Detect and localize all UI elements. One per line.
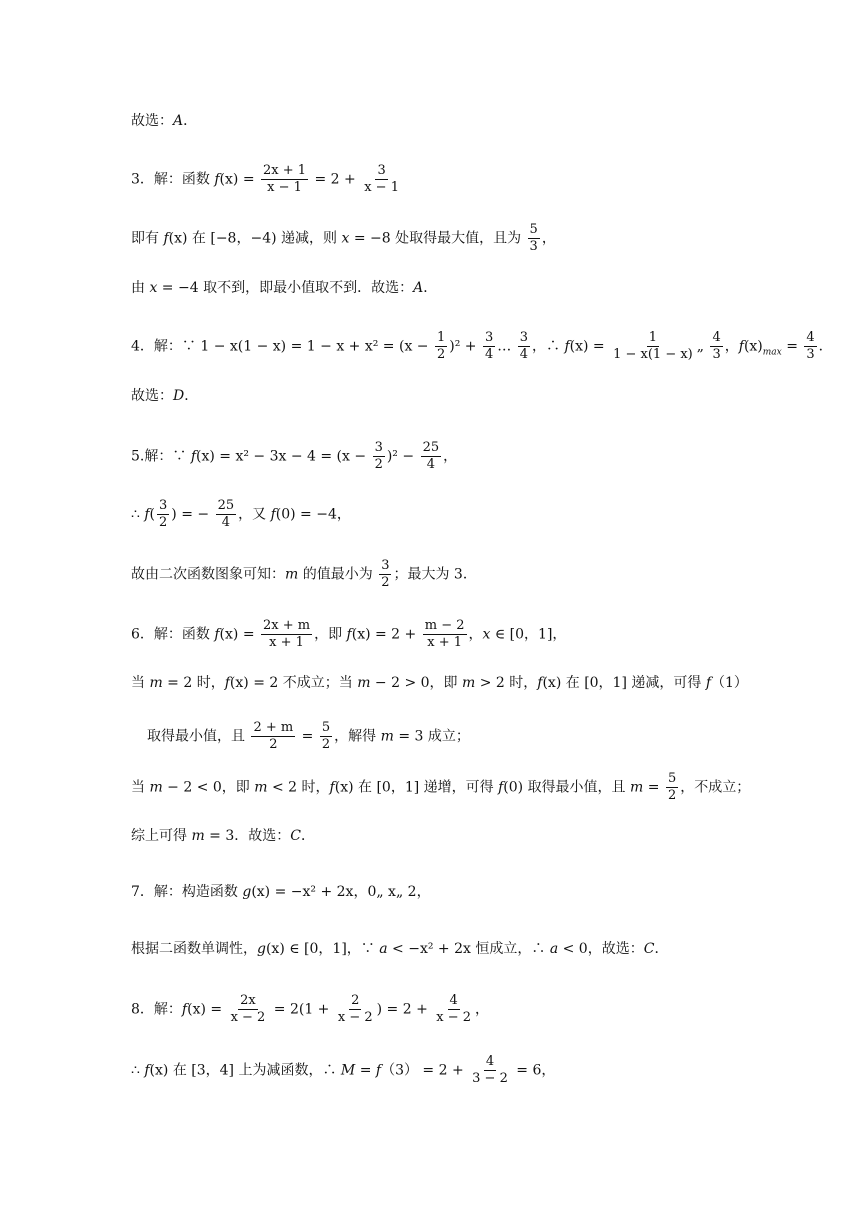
text-run: m bbox=[380, 728, 394, 745]
text-run: ，又 bbox=[238, 506, 271, 523]
fraction bbox=[157, 498, 169, 531]
fraction-denominator: 3 bbox=[529, 239, 538, 254]
text-run: f bbox=[214, 626, 220, 643]
text-run: f bbox=[564, 338, 570, 355]
text-line bbox=[131, 222, 820, 255]
text-run: m bbox=[149, 779, 163, 796]
fraction bbox=[423, 618, 467, 651]
text-run: ， bbox=[475, 1001, 490, 1018]
text-run: x bbox=[341, 230, 350, 247]
text-line bbox=[131, 111, 820, 131]
text-run: = 6， bbox=[511, 1062, 556, 1079]
text-run: f bbox=[537, 675, 543, 691]
fraction-numerator: 25 bbox=[422, 440, 440, 455]
text-run: m bbox=[285, 566, 299, 583]
text-run: ， bbox=[468, 626, 483, 643]
fraction-numerator: 3 bbox=[519, 330, 528, 345]
fraction bbox=[379, 558, 391, 591]
text-run: m bbox=[357, 675, 371, 691]
text-line bbox=[131, 558, 820, 591]
fraction-numerator: 5 bbox=[529, 222, 538, 237]
text-run: m bbox=[191, 828, 205, 844]
text-run: − 2 > 0，即 bbox=[370, 675, 462, 691]
text-run: 取得最小值，且 bbox=[147, 728, 250, 745]
text-run: (x) 在 [0，1] 递减，可得 bbox=[542, 675, 706, 691]
fraction-denominator: x − 1 bbox=[364, 180, 399, 195]
fraction-numerator: 25 bbox=[217, 498, 235, 513]
text-run: a bbox=[379, 941, 388, 957]
fraction-numerator: 2x bbox=[240, 993, 256, 1008]
fraction-numerator: 1 bbox=[436, 330, 446, 345]
fraction bbox=[435, 330, 447, 363]
fraction-denominator: 4 bbox=[519, 347, 528, 362]
fraction bbox=[434, 993, 473, 1026]
fraction-denominator: 2 bbox=[374, 457, 383, 472]
fraction-numerator: 3 bbox=[374, 440, 383, 455]
text-line bbox=[131, 882, 820, 902]
fraction bbox=[261, 163, 308, 196]
text-line bbox=[131, 618, 820, 651]
text-run: (x) = 2 不成立；当 bbox=[229, 675, 358, 691]
text-run: ) = 2 + bbox=[376, 1001, 433, 1018]
fraction-numerator: 5 bbox=[321, 720, 331, 735]
text-run: ， bbox=[724, 338, 739, 355]
fraction bbox=[528, 222, 540, 255]
text-run: ；最大为 3． bbox=[393, 566, 477, 583]
text-run: f bbox=[181, 1001, 188, 1018]
fraction-denominator: x − 2 bbox=[436, 1010, 472, 1025]
text-run: f bbox=[190, 448, 196, 465]
fraction-numerator: 2x + m bbox=[263, 618, 311, 633]
text-run: ，∴ bbox=[532, 338, 565, 355]
fraction bbox=[362, 163, 401, 196]
text-line bbox=[147, 720, 820, 753]
text-run: 故由二次函数图象可知： bbox=[131, 566, 285, 583]
fraction-denominator: 3 bbox=[712, 347, 721, 362]
text-run: f bbox=[270, 506, 276, 523]
fraction bbox=[373, 440, 385, 473]
text-run: (0) = −4， bbox=[275, 506, 351, 523]
text-run: = 2 + bbox=[310, 171, 361, 188]
text-line bbox=[131, 163, 820, 196]
text-run: ∴ bbox=[131, 506, 145, 523]
text-run: x bbox=[482, 626, 491, 643]
fraction-numerator: 3 bbox=[381, 558, 390, 573]
text-run: g bbox=[242, 884, 252, 900]
fraction bbox=[611, 330, 695, 363]
text-run: ， bbox=[443, 448, 458, 465]
fraction bbox=[666, 771, 678, 804]
text-run: 即有 bbox=[131, 230, 164, 247]
fraction-numerator: 3 bbox=[159, 498, 168, 513]
fraction-denominator: x − 2 bbox=[230, 1010, 266, 1025]
text-run: < 0，故选： bbox=[558, 941, 644, 957]
fraction bbox=[483, 330, 495, 363]
text-run: = bbox=[643, 779, 664, 796]
text-run: x bbox=[149, 280, 158, 296]
text-line bbox=[131, 939, 820, 959]
text-line bbox=[131, 386, 820, 406]
fraction bbox=[229, 993, 268, 1026]
text-run: f bbox=[375, 1062, 382, 1079]
text-run: „ bbox=[696, 338, 709, 355]
fraction bbox=[320, 720, 332, 753]
text-run: = 3 成立； bbox=[393, 728, 470, 745]
fraction-denominator: 4 bbox=[221, 515, 230, 530]
text-run: ． bbox=[654, 941, 669, 957]
text-run: 故选： bbox=[131, 388, 173, 404]
fraction bbox=[216, 498, 237, 531]
text-run: < 2 时， bbox=[267, 779, 330, 796]
text-run: )² − bbox=[386, 448, 419, 465]
fraction bbox=[261, 618, 312, 651]
text-run: 的值最小为 bbox=[298, 566, 378, 583]
fraction bbox=[336, 993, 375, 1026]
fraction-denominator: 2 bbox=[321, 737, 331, 752]
text-line bbox=[131, 771, 820, 804]
fraction-numerator: 3 bbox=[484, 330, 494, 345]
text-run: )² + bbox=[449, 338, 481, 355]
fraction-denominator: 2 bbox=[159, 515, 168, 530]
text-run: 3．解：函数 bbox=[131, 171, 215, 188]
text-run: 由 bbox=[131, 280, 150, 296]
text-run: 综上可得 bbox=[131, 828, 192, 844]
fraction-numerator: 1 bbox=[648, 330, 658, 345]
text-line bbox=[131, 330, 833, 363]
text-run: D bbox=[173, 388, 185, 404]
text-run: f bbox=[346, 626, 352, 643]
text-run: m bbox=[462, 675, 476, 691]
text-run: f bbox=[144, 506, 150, 523]
text-run: A bbox=[413, 280, 424, 296]
fraction-denominator: 4 bbox=[484, 347, 494, 362]
text-run: − 2 < 0，即 bbox=[162, 779, 255, 796]
text-run: < −x² + 2x 恒成立，∴ bbox=[387, 941, 550, 957]
text-run: f bbox=[329, 779, 335, 796]
text-run: 7．解：构造函数 bbox=[131, 884, 243, 900]
text-run: (x) ∈ [0，1]，∵ bbox=[265, 941, 380, 957]
fraction-numerator: 4 bbox=[712, 330, 721, 345]
fraction-denominator: x − 2 bbox=[337, 1010, 373, 1025]
text-run: = bbox=[297, 728, 318, 745]
text-run: (x) = −x² + 2x，0„ x„ 2， bbox=[251, 884, 431, 900]
text-run: = 3．故选： bbox=[204, 828, 291, 844]
text-run: ∈ [0，1]， bbox=[490, 626, 567, 643]
text-run: f bbox=[224, 675, 230, 691]
fraction-denominator: 2 bbox=[436, 347, 446, 362]
text-run: ( bbox=[149, 506, 156, 523]
text-run: (x) = bbox=[187, 1001, 227, 1018]
text-run: 根据二函数单调性， bbox=[131, 941, 257, 957]
fraction-numerator: 4 bbox=[806, 330, 815, 345]
fraction-denominator: x + 1 bbox=[269, 635, 304, 650]
text-run: ， bbox=[541, 230, 556, 247]
text-run: > 2 时， bbox=[475, 675, 538, 691]
text-run: = 2(1 + bbox=[269, 1001, 334, 1018]
text-run: ． bbox=[423, 280, 438, 296]
fraction-numerator: 2x + 1 bbox=[263, 163, 307, 178]
text-line bbox=[131, 993, 820, 1026]
fraction-denominator: 2 bbox=[667, 788, 677, 803]
fraction-denominator: x + 1 bbox=[427, 635, 462, 650]
fraction bbox=[710, 330, 722, 363]
text-run: 6．解：函数 bbox=[131, 626, 215, 643]
text-run: ∴ bbox=[131, 1062, 145, 1079]
text-run: (0) 取得最小值，且 bbox=[503, 779, 631, 796]
text-run: m bbox=[630, 779, 644, 796]
text-run: 当 bbox=[131, 779, 150, 796]
text-run: m bbox=[149, 675, 163, 691]
text-run: ． bbox=[184, 388, 199, 404]
text-run: (x) 在 [3，4] 上为减函数，∴ bbox=[149, 1062, 341, 1079]
text-run: g bbox=[257, 941, 266, 957]
fraction bbox=[251, 720, 295, 753]
fraction-denominator: 2 bbox=[381, 575, 390, 590]
text-run: … bbox=[497, 338, 516, 355]
text-run: 当 bbox=[131, 675, 150, 691]
text-run: (x) = bbox=[219, 626, 259, 643]
text-run: a bbox=[549, 941, 559, 957]
text-run: （3） = 2 + bbox=[381, 1062, 469, 1079]
text-line bbox=[131, 673, 820, 693]
text-line bbox=[131, 440, 820, 473]
fraction bbox=[804, 330, 816, 363]
text-run: （1） bbox=[711, 675, 748, 691]
text-run: f bbox=[738, 338, 744, 355]
fraction-numerator: 4 bbox=[485, 1054, 495, 1069]
fraction-denominator: 3 − 2 bbox=[472, 1071, 508, 1086]
text-run: = −8 处取得最大值，且为 bbox=[349, 230, 526, 247]
text-run: C bbox=[290, 828, 301, 844]
text-line bbox=[131, 498, 820, 531]
text-run: = −4 取不到，即最小值取不到．故选： bbox=[157, 280, 414, 296]
fraction bbox=[470, 1054, 510, 1087]
fraction-denominator: x − 1 bbox=[267, 180, 302, 195]
fraction-denominator: 2 bbox=[269, 737, 278, 752]
text-run: = bbox=[355, 1062, 376, 1079]
fraction-denominator: 4 bbox=[426, 457, 435, 472]
text-run: m bbox=[254, 779, 268, 796]
text-run: f bbox=[214, 171, 220, 188]
text-run: 故选： bbox=[131, 113, 173, 129]
text-run: 4．解：∵ 1 − x(1 − x) = 1 − x + x² = (x − bbox=[131, 338, 433, 355]
text-run: f bbox=[498, 779, 504, 796]
text-run: (x) = x² − 3x − 4 = (x − bbox=[196, 448, 371, 465]
text-run: A bbox=[173, 113, 184, 129]
text-run: ． bbox=[183, 113, 198, 129]
text-run: ． bbox=[301, 828, 315, 844]
fraction bbox=[518, 330, 530, 363]
text-run: (x) 在 [0，1] 递增，可得 bbox=[334, 779, 499, 796]
text-run: ，不成立； bbox=[680, 779, 751, 796]
text-line bbox=[131, 278, 820, 298]
text-run: (x) = 2 + bbox=[351, 626, 421, 643]
text-line bbox=[131, 1054, 820, 1087]
text-line bbox=[131, 826, 820, 846]
text-run: (x) bbox=[743, 338, 763, 355]
text-run: f bbox=[163, 230, 169, 247]
text-run: (x) = bbox=[219, 171, 259, 188]
text-run: = 2 时， bbox=[162, 675, 225, 691]
fraction-denominator: 3 bbox=[806, 347, 815, 362]
text-run: f bbox=[144, 1062, 150, 1079]
fraction-numerator: 2 + m bbox=[253, 720, 294, 735]
fraction-numerator: 2 bbox=[351, 993, 360, 1008]
fraction-numerator: 4 bbox=[449, 993, 458, 1008]
text-run: ． bbox=[818, 338, 833, 355]
text-run: ，解得 bbox=[334, 728, 381, 745]
text-run: ，即 bbox=[314, 626, 347, 643]
text-run: f bbox=[705, 675, 712, 691]
text-run: M bbox=[340, 1062, 356, 1079]
text-run: max bbox=[762, 347, 782, 358]
text-run: (x) 在 [−8，−4) 递减，则 bbox=[168, 230, 342, 247]
fraction-numerator: 5 bbox=[667, 771, 677, 786]
fraction-denominator: 1 − x(1 − x) bbox=[613, 347, 693, 362]
text-run: ) = − bbox=[171, 506, 214, 523]
text-run: 5.解：∵ bbox=[131, 448, 191, 465]
text-run: C bbox=[643, 941, 655, 957]
text-run: (x) = bbox=[569, 338, 610, 355]
fraction bbox=[421, 440, 442, 473]
fraction-numerator: 3 bbox=[377, 163, 386, 178]
text-run: = bbox=[781, 338, 803, 355]
text-run: 8．解： bbox=[131, 1001, 182, 1018]
fraction-numerator: m − 2 bbox=[424, 618, 465, 633]
